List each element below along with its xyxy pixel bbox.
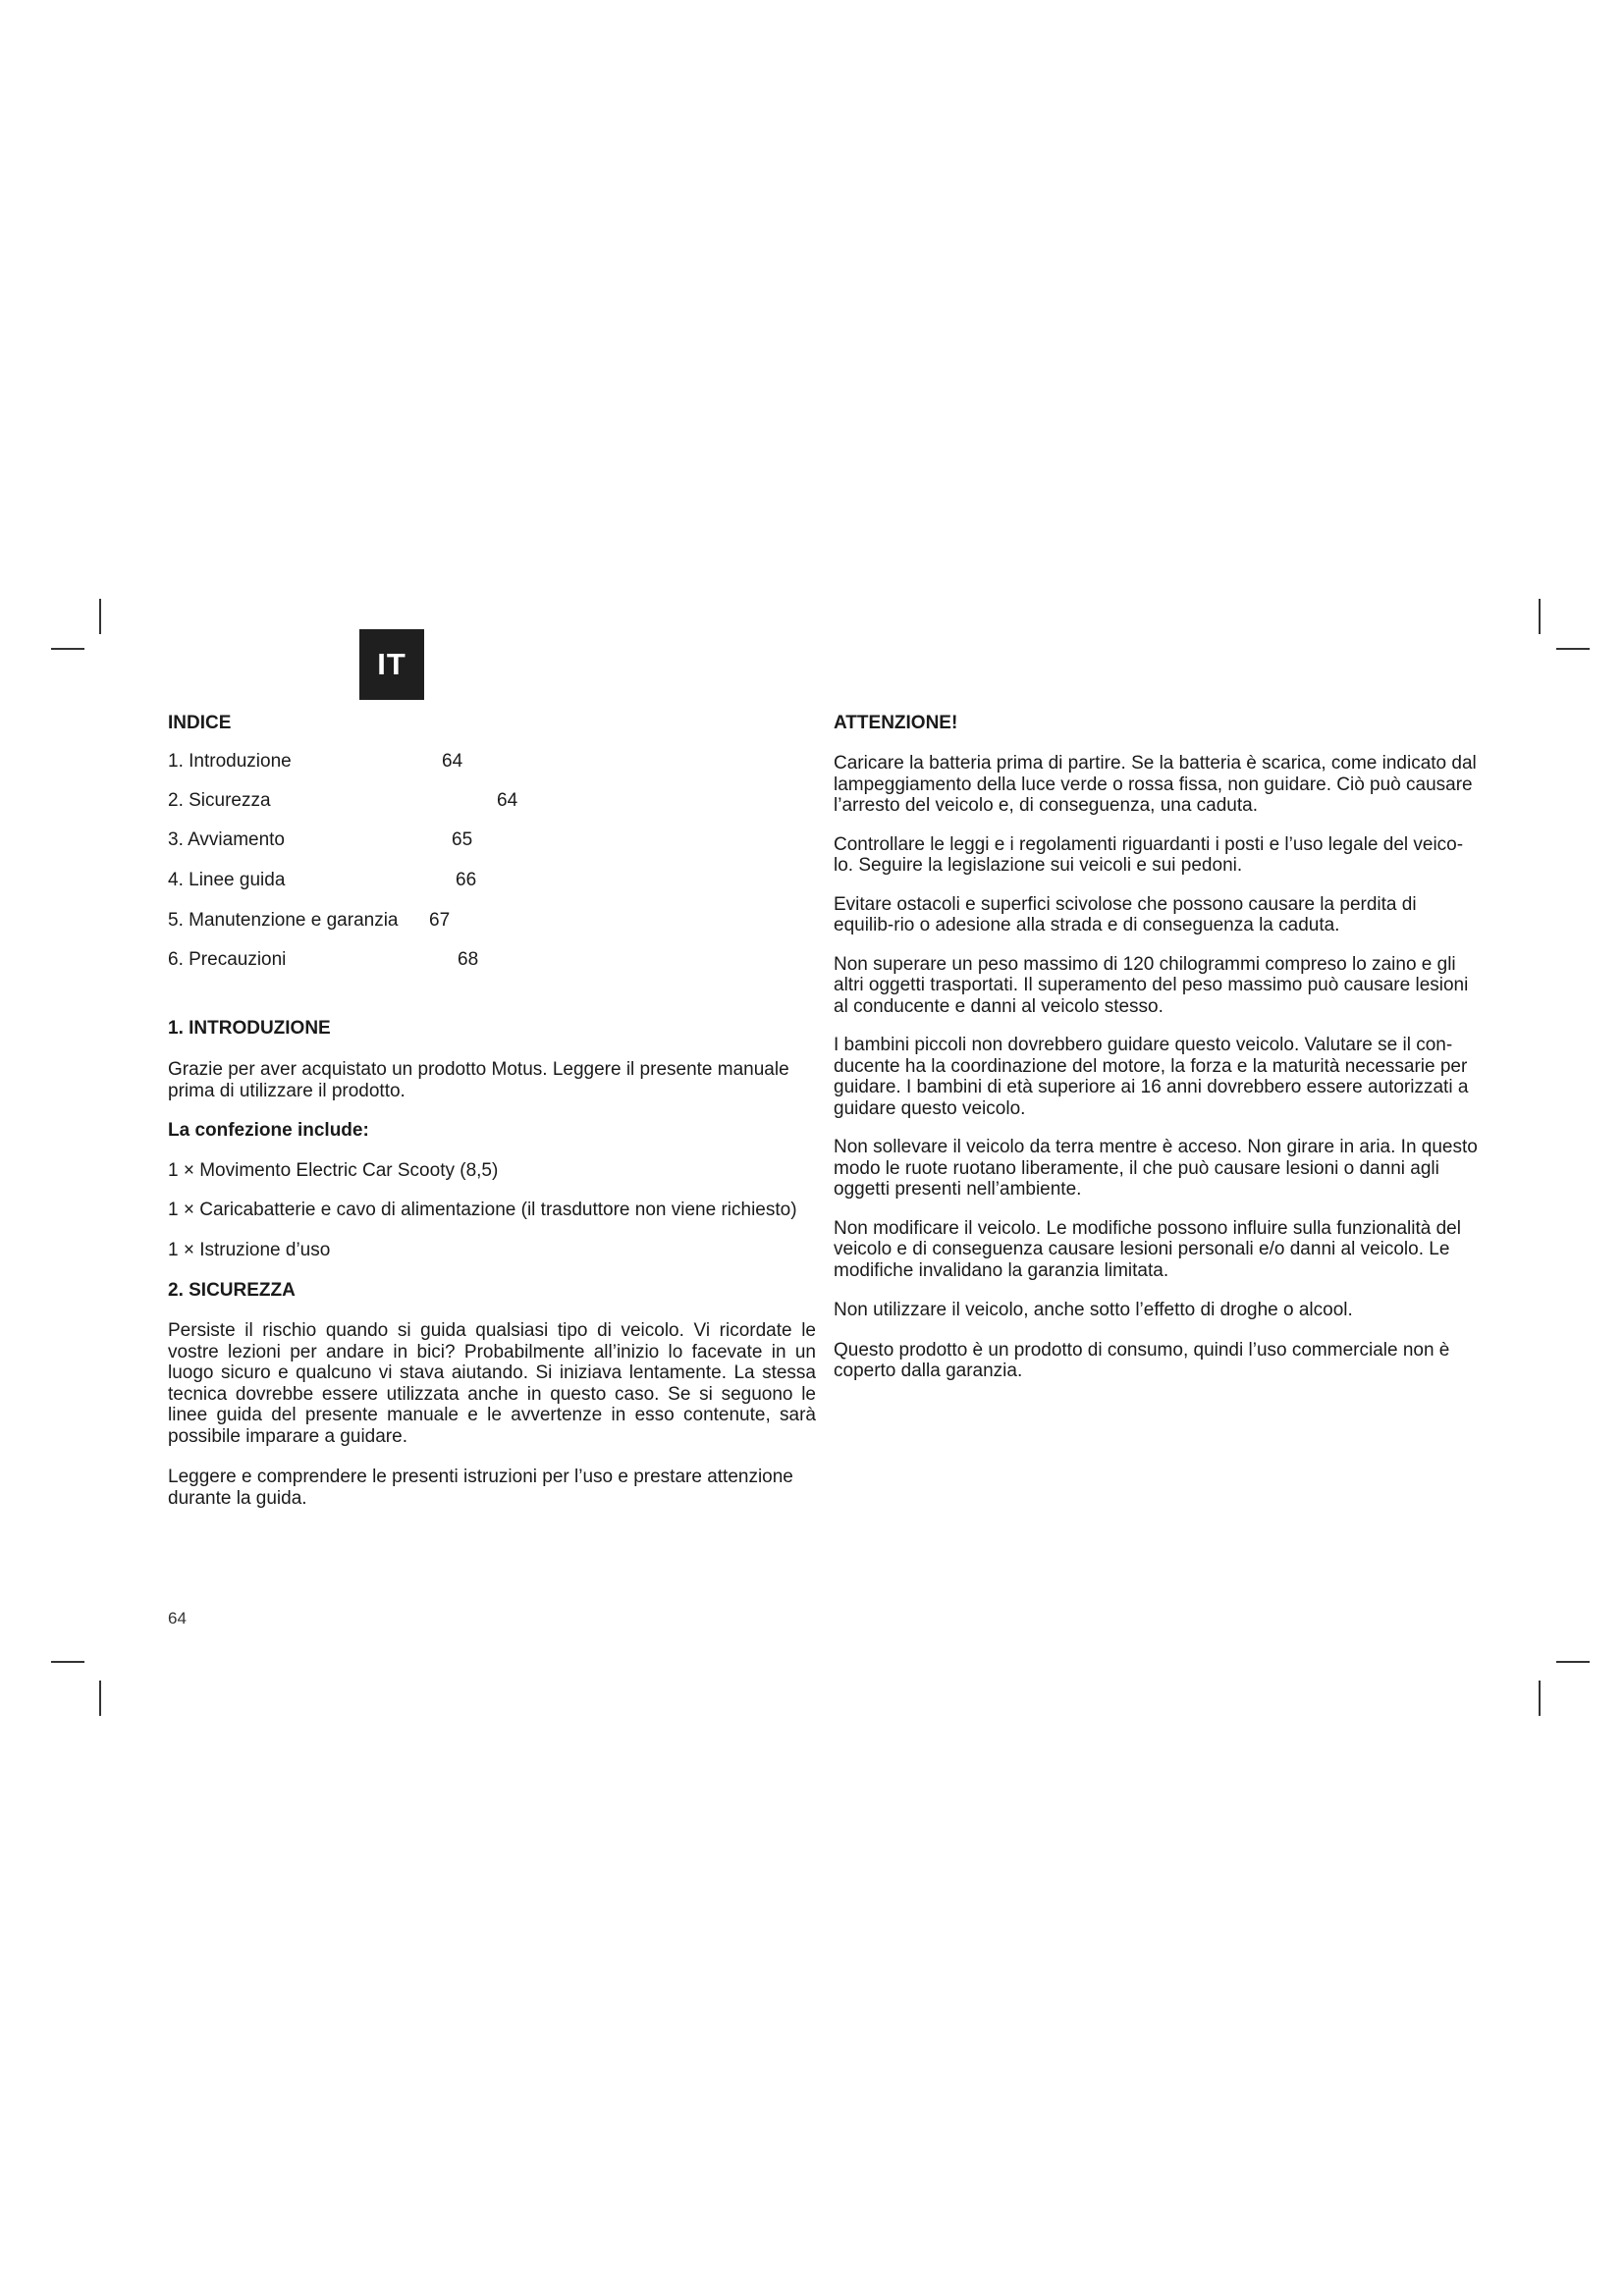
warning-heading: ATTENZIONE! xyxy=(834,713,958,733)
warning-paragraph: Non superare un peso massimo di 120 chilogrammi compreso lo zaino e gli altri oggetti trasportati. Il superamento del peso massimo può causare lesioni al conducente e danni al veicolo stesso. xyxy=(834,953,1469,1017)
crop-mark xyxy=(99,599,101,634)
safety-heading: 2. SICUREZZA xyxy=(168,1280,296,1301)
warning-paragraph: Evitare ostacoli e superfici scivolose che possono causare la perdita di equilib-rio o adesione alla strada e di conseguenza la caduta. xyxy=(834,893,1417,935)
left-column xyxy=(168,713,816,1509)
toc-item-page: 66 xyxy=(456,870,477,890)
crop-mark xyxy=(1539,1681,1541,1716)
crop-mark xyxy=(1539,599,1541,634)
crop-mark xyxy=(1556,1661,1590,1663)
toc-item-label: 5. Manutenzione e garanzia xyxy=(168,910,399,931)
toc-item-page: 64 xyxy=(497,790,518,811)
crop-mark xyxy=(51,648,84,650)
toc-item-label: 4. Linee guida xyxy=(168,870,286,890)
crop-mark xyxy=(51,1661,84,1663)
toc-item-page: 68 xyxy=(458,949,479,970)
safety-paragraph: Leggere e comprendere le presenti istruzioni per l’uso e prestare attenzione durante la guida. xyxy=(168,1467,793,1509)
warning-paragraph: Non modificare il veicolo. Le modifiche possono influire sulla funzionalità del veicolo e di conseguenza causare lesioni personali e/o danni al veicolo. Le modifiche invalidano la garanzia limitata. xyxy=(834,1217,1461,1281)
toc-item-label: 3. Avviamento xyxy=(168,829,286,850)
package-item: 1 × Movimento Electric Car Scooty (8,5) xyxy=(168,1159,499,1181)
table-of-contents xyxy=(168,751,816,996)
toc-item-page: 64 xyxy=(442,751,463,772)
toc-item-page: 67 xyxy=(429,910,451,931)
safety-paragraph: Persiste il rischio quando si guida qualsiasi tipo di veicolo. Vi ricordate le vostre lezioni per andare in bici? Probabilmente all’inizio lo facevate in un luogo sicuro e qualcuno vi stava aiutando. Si iniziava lentamente. La stessa tecnica dovrebbe essere utilizzata anche in questo caso. Se si seguono le linee guida del presente manuale e le avvertenze in esso contenute, sarà possibile imparare a guidare. xyxy=(168,1320,816,1447)
right-column xyxy=(834,713,1482,1382)
toc-item-label: 6. Precauzioni xyxy=(168,949,287,970)
crop-mark xyxy=(1556,648,1590,650)
page-number: 64 xyxy=(168,1609,187,1628)
toc-item-page: 65 xyxy=(452,829,473,850)
warning-paragraph: I bambini piccoli non dovrebbero guidare questo veicolo. Valutare se il con-ducente ha la coordinazione del motore, la forza e la maturità necessarie per guidare. I bambini di età superiore ai 16 anni dovrebbero essere autorizzati a guidare questo veicolo. xyxy=(834,1035,1469,1119)
warning-paragraph: Questo prodotto è un prodotto di consumo, quindi l’uso commerciale non è coperto dalla garanzia. xyxy=(834,1339,1450,1381)
introduction-paragraph: Grazie per aver acquistato un prodotto Motus. Leggere il presente manuale prima di utilizzare il prodotto. xyxy=(168,1059,789,1101)
warning-paragraph: Non utilizzare il veicolo, anche sotto l’effetto di droghe o alcool. xyxy=(834,1300,1353,1320)
warning-paragraph: Non sollevare il veicolo da terra mentre è acceso. Non girare in aria. In questo modo le ruote ruotano liberamente, il che può causare lesioni o danni agli oggetti presenti nell’ambiente. xyxy=(834,1137,1478,1200)
introduction-heading: 1. INTRODUZIONE xyxy=(168,1018,331,1039)
warning-paragraph: Controllare le leggi e i regolamenti riguardanti i posti e l’uso legale del veico-lo. Seguire la legislazione sui veicoli e sui pedoni. xyxy=(834,833,1464,876)
toc-title: INDICE xyxy=(168,713,232,733)
toc-item-label: 1. Introduzione xyxy=(168,751,292,772)
warning-paragraph: Caricare la batteria prima di partire. Se la batteria è scarica, come indicato dal lampeggiamento della luce verde o rossa fissa, non guidare. Ciò può causare l’arresto del veicolo e, di conseguenza, una caduta. xyxy=(834,753,1477,816)
language-badge: IT xyxy=(359,629,424,700)
toc-item-label: 2. Sicurezza xyxy=(168,790,271,811)
package-heading: La confezione include: xyxy=(168,1120,369,1141)
crop-mark xyxy=(99,1681,101,1716)
package-item: 1 × Istruzione d’uso xyxy=(168,1239,331,1260)
package-item: 1 × Caricabatterie e cavo di alimentazione (il trasduttore non viene richiesto) xyxy=(168,1200,797,1220)
